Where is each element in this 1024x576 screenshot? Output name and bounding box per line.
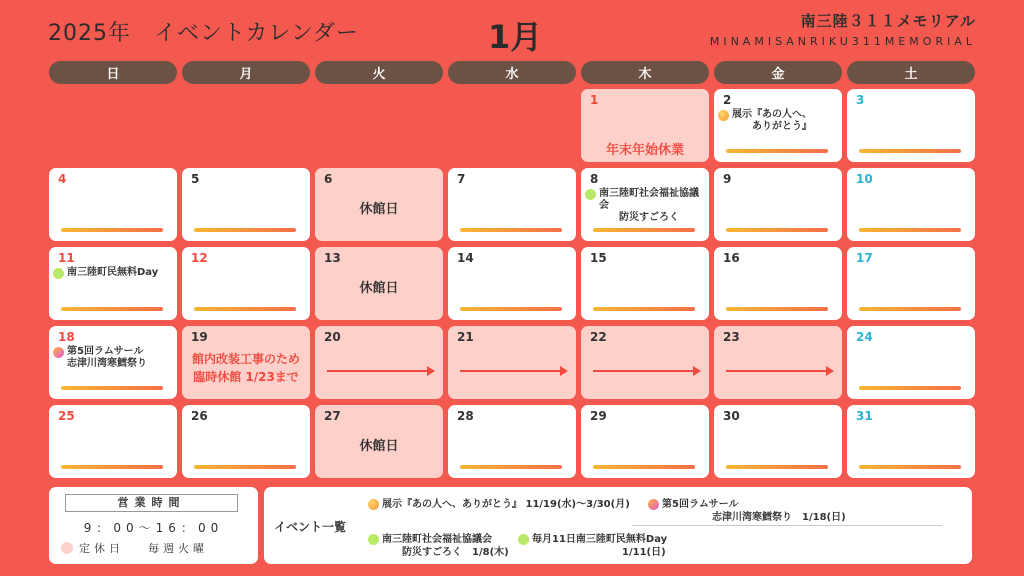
day-cell-29[interactable] <box>581 405 709 478</box>
day-number: 28 <box>457 409 474 423</box>
day-bar <box>460 465 562 469</box>
empty-cell <box>49 89 177 162</box>
day-number: 7 <box>457 172 466 186</box>
day-cell-12[interactable] <box>182 247 310 320</box>
day-bar <box>859 307 961 311</box>
event-list-item <box>368 533 509 559</box>
day-cell-26[interactable] <box>182 405 310 478</box>
day-cell-2[interactable] <box>714 89 842 162</box>
arrow-icon <box>460 370 566 372</box>
day-number: 8 <box>590 172 599 186</box>
day-cell-19[interactable] <box>182 326 310 399</box>
event-item <box>53 267 175 279</box>
brand-name-en: MINAMISANRIKU311MEMORIAL <box>709 35 976 48</box>
empty-cell <box>448 89 576 162</box>
gradient-dot-icon <box>53 347 64 358</box>
day-cell-10[interactable] <box>847 168 975 241</box>
event-text: 第5回ラムサール 志津川湾寒鱈祭り <box>67 346 147 369</box>
gradient-dot-icon <box>648 499 659 510</box>
day-cell-5[interactable] <box>182 168 310 241</box>
empty-cell <box>315 89 443 162</box>
day-bar <box>61 386 163 390</box>
day-bar <box>859 386 961 390</box>
weekday-thu: 木 <box>581 61 709 84</box>
closed-dot-icon <box>61 542 73 554</box>
day-number: 1 <box>590 93 599 107</box>
day-number: 30 <box>723 409 740 423</box>
day-number: 2 <box>723 93 732 107</box>
day-cell-25[interactable] <box>49 405 177 478</box>
day-cell-17[interactable] <box>847 247 975 320</box>
day-number: 17 <box>856 251 873 265</box>
day-number: 13 <box>324 251 341 265</box>
day-number: 10 <box>856 172 873 186</box>
day-number: 4 <box>58 172 67 186</box>
day-bar <box>460 307 562 311</box>
day-cell-14[interactable] <box>448 247 576 320</box>
hours-panel <box>49 487 258 564</box>
arrow-icon <box>726 370 832 372</box>
orange-dot-icon <box>718 110 729 121</box>
day-bar <box>194 307 296 311</box>
day-cell-31[interactable] <box>847 405 975 478</box>
event-list-text: 南三陸町社会福祉協議会 防災すごろく 1/8(木) <box>382 534 509 558</box>
day-bar <box>61 228 163 232</box>
day-cell-24[interactable] <box>847 326 975 399</box>
day-cell-30[interactable] <box>714 405 842 478</box>
day-bar <box>61 465 163 469</box>
day-number: 25 <box>58 409 75 423</box>
day-cell-23[interactable] <box>714 326 842 399</box>
day-number: 9 <box>723 172 732 186</box>
day-number: 6 <box>324 172 333 186</box>
day-number: 20 <box>324 330 341 344</box>
day-cell-3[interactable] <box>847 89 975 162</box>
day-bar <box>460 228 562 232</box>
day-number: 5 <box>191 172 200 186</box>
day-bar <box>194 228 296 232</box>
day-cell-21[interactable] <box>448 326 576 399</box>
day-bar <box>726 149 828 153</box>
event-list-label: イベント一覧 <box>274 520 347 534</box>
empty-cell <box>182 89 310 162</box>
divider <box>632 525 942 526</box>
event-list-item <box>368 498 630 511</box>
renovation-label: 館内改装工事のため 臨時休館 1/23まで <box>191 352 300 384</box>
green-dot-icon <box>585 189 596 200</box>
day-cell-22[interactable] <box>581 326 709 399</box>
weekday-sun: 日 <box>49 61 177 84</box>
day-bar <box>593 228 695 232</box>
day-cell-20[interactable] <box>315 326 443 399</box>
day-number: 22 <box>590 330 607 344</box>
day-number: 11 <box>58 251 75 265</box>
day-cell-8[interactable] <box>581 168 709 241</box>
day-number: 3 <box>856 93 865 107</box>
weekday-sat: 土 <box>847 61 975 84</box>
day-number: 26 <box>191 409 208 423</box>
event-text: 南三陸町民無料Day <box>67 267 159 278</box>
weekday-wed: 水 <box>448 61 576 84</box>
day-number: 16 <box>723 251 740 265</box>
hours-time: 9：00〜16：00 <box>83 521 224 535</box>
closed-label: 休館日 <box>359 281 399 296</box>
closed-label: 休館日 <box>359 202 399 217</box>
day-bar <box>593 465 695 469</box>
day-number: 24 <box>856 330 873 344</box>
event-list-text: 毎月11日南三陸町民無料Day 1/11(日) <box>532 534 668 558</box>
calendar-grid <box>49 89 975 478</box>
event-list-item <box>518 533 667 559</box>
day-cell-16[interactable] <box>714 247 842 320</box>
day-number: 12 <box>191 251 208 265</box>
event-item <box>53 346 175 370</box>
event-text: 展示『あの人へ、 ありがとう』 <box>732 109 812 132</box>
day-bar <box>61 307 163 311</box>
regular-holiday-row <box>61 540 208 556</box>
day-cell-4[interactable] <box>49 168 177 241</box>
hours-header: 営業時間 <box>65 494 238 512</box>
day-bar <box>726 228 828 232</box>
weekday-fri: 金 <box>714 61 842 84</box>
regular-holiday-label: 定休日 <box>79 542 124 555</box>
day-bar <box>726 465 828 469</box>
event-list-panel <box>264 487 972 564</box>
day-cell-6[interactable] <box>315 168 443 241</box>
day-cell-11[interactable] <box>49 247 177 320</box>
day-number: 21 <box>457 330 474 344</box>
day-bar <box>859 465 961 469</box>
day-bar <box>194 465 296 469</box>
day-number: 23 <box>723 330 740 344</box>
day-number: 29 <box>590 409 607 423</box>
day-cell-15[interactable] <box>581 247 709 320</box>
day-bar <box>726 307 828 311</box>
event-text: 南三陸町社会福祉協議会 防災すごろく <box>599 188 699 223</box>
orange-dot-icon <box>368 499 379 510</box>
event-item <box>585 188 707 224</box>
day-cell-18[interactable] <box>49 326 177 399</box>
day-number: 31 <box>856 409 873 423</box>
green-dot-icon <box>518 534 529 545</box>
green-dot-icon <box>53 268 64 279</box>
event-list-text: 展示『あの人へ、ありがとう』 11/19(水)〜3/30(月) <box>382 499 630 510</box>
day-number: 15 <box>590 251 607 265</box>
brand-name-jp: 南三陸３１１メモリアル <box>800 12 976 30</box>
day-number: 18 <box>58 330 75 344</box>
day-cell-27[interactable] <box>315 405 443 478</box>
weekday-mon: 月 <box>182 61 310 84</box>
day-bar <box>859 149 961 153</box>
day-number: 14 <box>457 251 474 265</box>
day-number: 19 <box>191 330 208 344</box>
day-bar <box>859 228 961 232</box>
event-list-item <box>648 498 846 524</box>
page-title: 2025年 イベントカレンダー <box>48 21 359 46</box>
arrow-icon <box>593 370 699 372</box>
day-cell-1[interactable] <box>581 89 709 162</box>
green-dot-icon <box>368 534 379 545</box>
regular-holiday-value: 毎週火曜 <box>148 542 208 555</box>
month-title: 1月 <box>488 18 543 56</box>
day-cell-13[interactable] <box>315 247 443 320</box>
arrow-icon <box>327 370 433 372</box>
weekday-tue: 火 <box>315 61 443 84</box>
holiday-label: 年末年始休業 <box>605 143 684 158</box>
event-item <box>718 109 840 133</box>
closed-label: 休館日 <box>359 439 399 454</box>
brand-logo <box>710 10 976 48</box>
day-cell-9[interactable] <box>714 168 842 241</box>
day-cell-28[interactable] <box>448 405 576 478</box>
day-number: 27 <box>324 409 341 423</box>
day-bar <box>593 307 695 311</box>
day-cell-7[interactable] <box>448 168 576 241</box>
weekday-header <box>49 61 975 84</box>
event-list-text: 第5回ラムサール 志津川湾寒鱈祭り 1/18(日) <box>662 499 846 523</box>
